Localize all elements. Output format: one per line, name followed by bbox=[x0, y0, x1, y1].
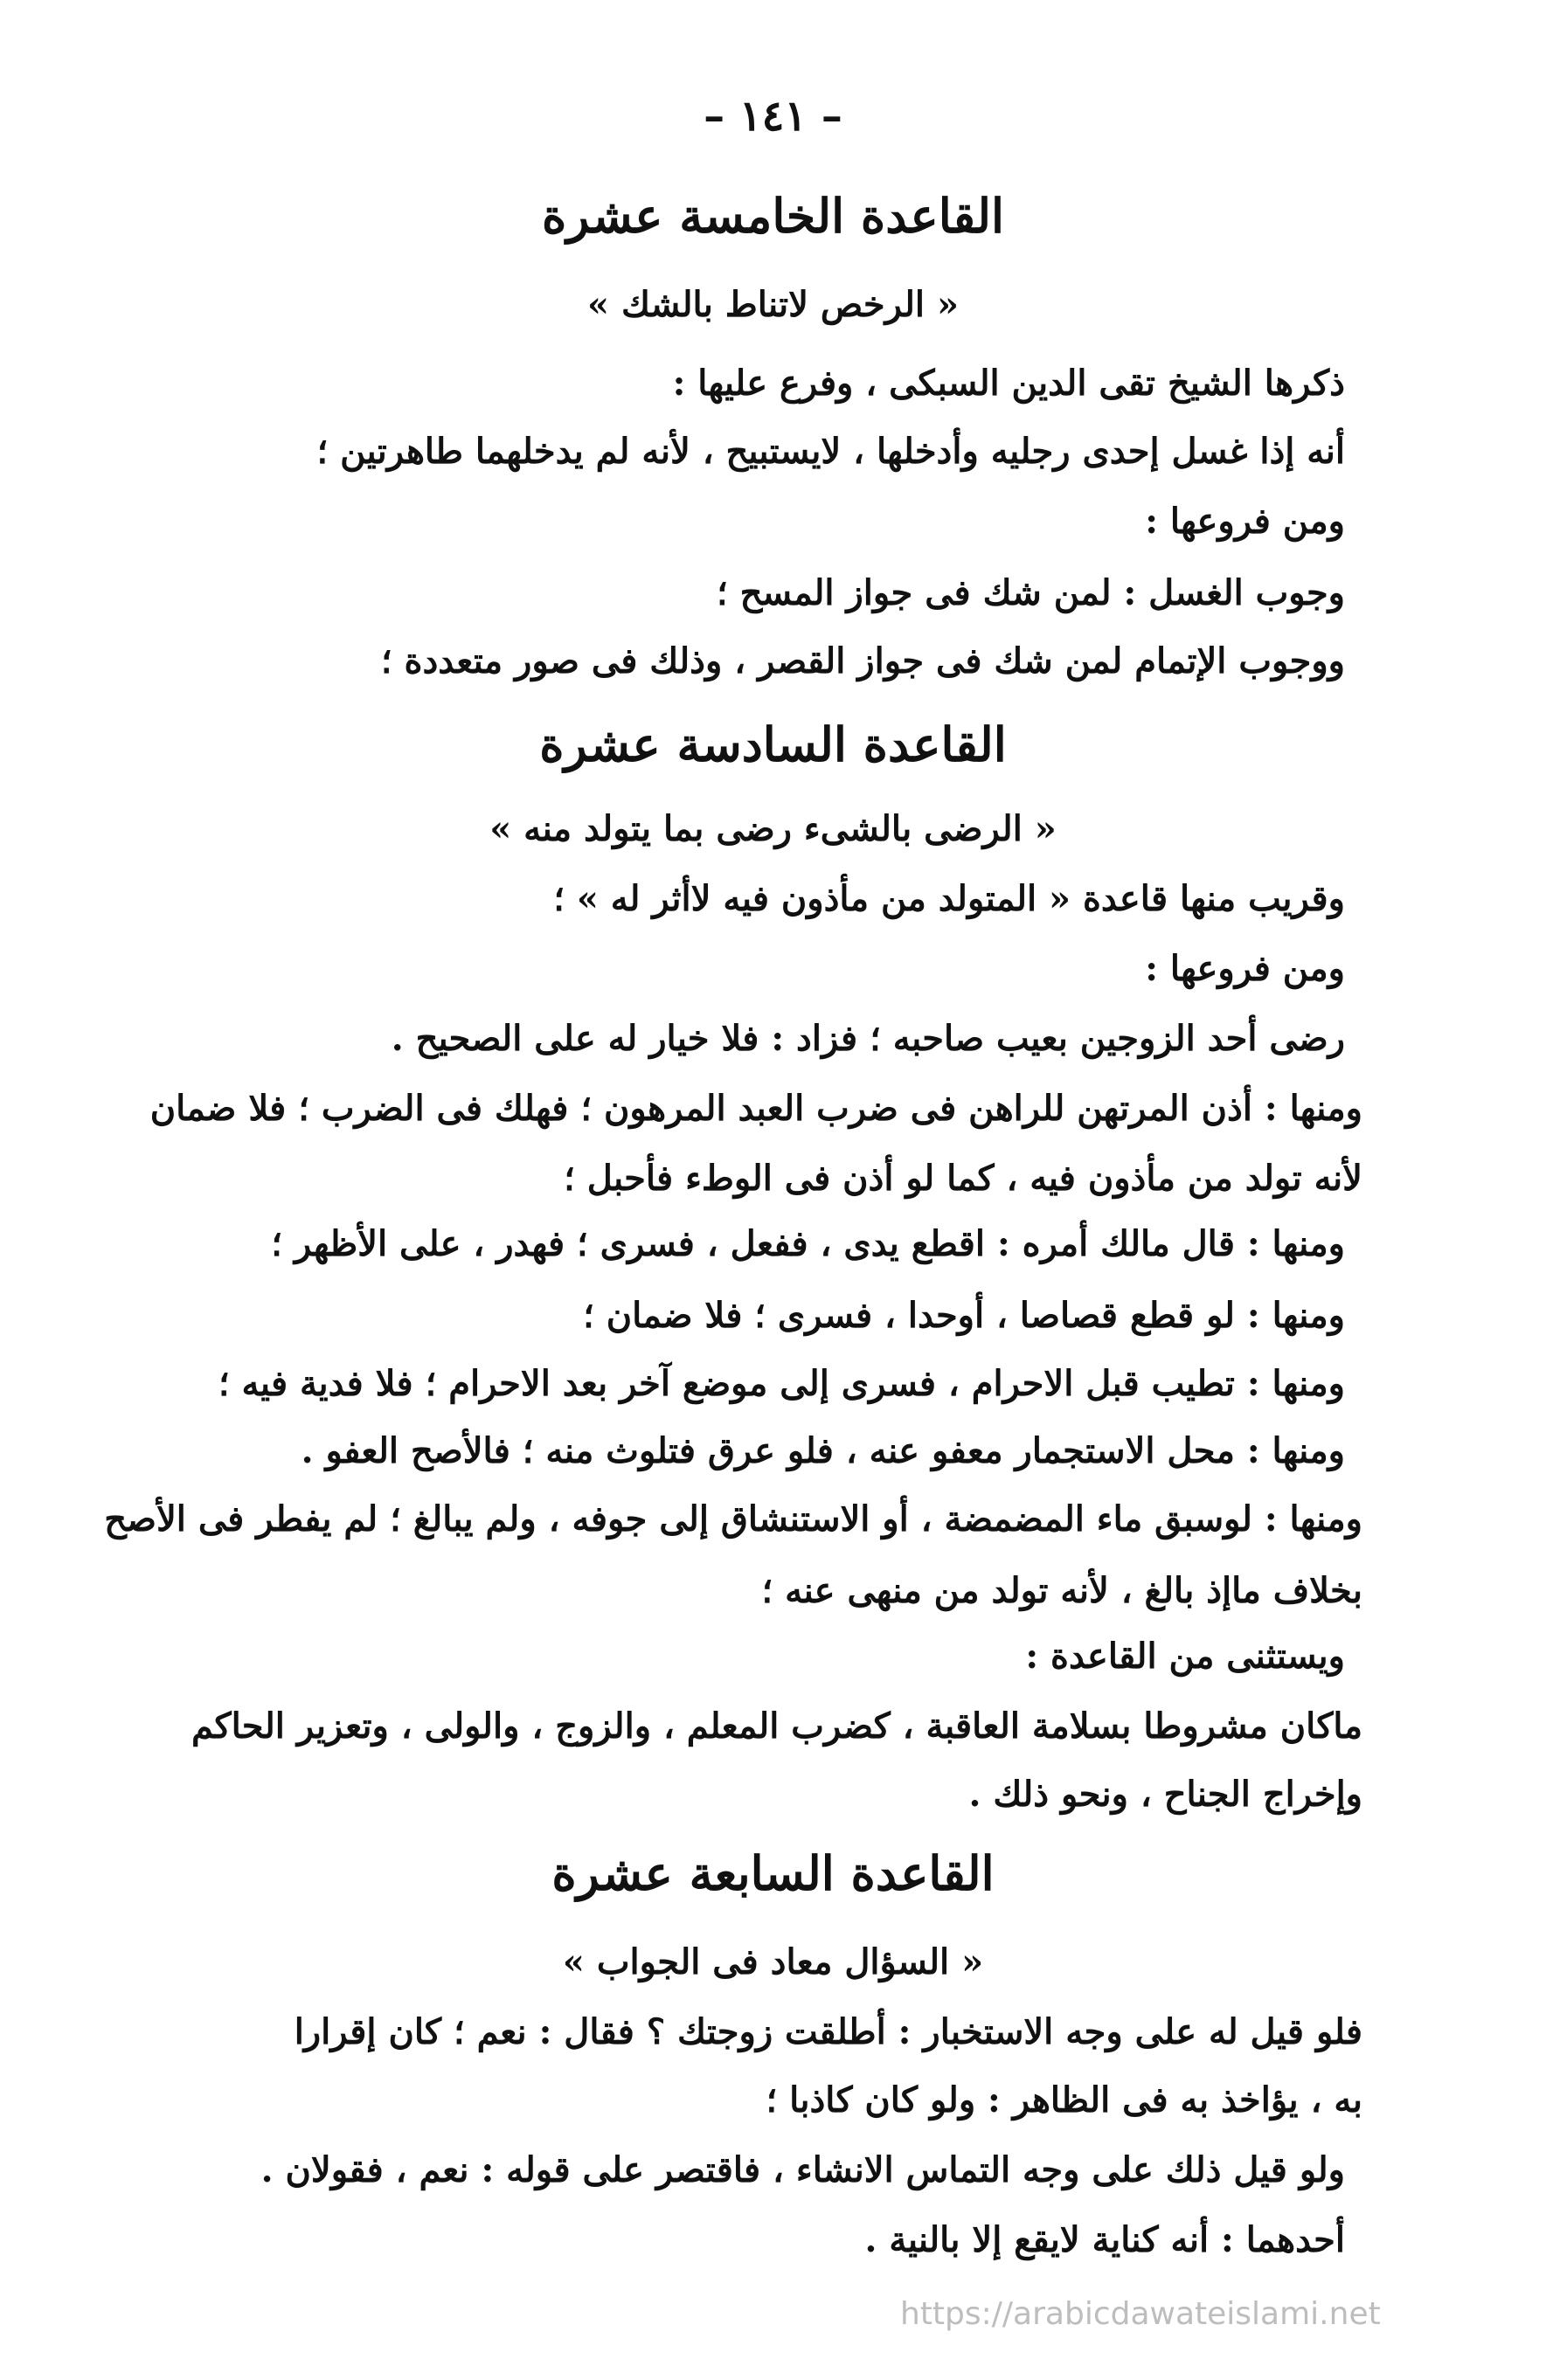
section-16-line-2: ومن فروعها : bbox=[1145, 948, 1345, 989]
section-16-line-9: ومنها : محل الاستجمار معفو عنه ، فلو عرق فتلوث منه ؛ فالأصح العفو . bbox=[301, 1430, 1345, 1471]
section-15-line-2: أنه إذا غسل إحدى رجليه وأدخلها ، لايستبيح ، لأنه لم يدخلهما طاهرتين ؛ bbox=[316, 431, 1345, 472]
section-16-heading: القاعدة السادسة عشرة bbox=[539, 716, 1007, 772]
section-17-line-2: به ، يؤاخذ به فى الظاهر : ولو كان كاذبا ؛ bbox=[766, 2079, 1362, 2121]
section-16-line-10: ومنها : لوسبق ماء المضمضة ، أو الاستنشاق إلى جوفه ، ولم يبالغ ؛ لم يفطر فى الأصح bbox=[104, 1498, 1362, 1539]
section-15-rule: « الرخص لاتناط بالشك » bbox=[587, 284, 959, 325]
section-16-line-4: ومنها : أذن المرتهن للراهن فى ضرب العبد المرهون ؛ فهلك فى الضرب ؛ فلا ضمان bbox=[149, 1088, 1362, 1129]
section-17-line-1: فلو قيل له على وجه الاستخبار : أطلقت زوجتك ؟ فقال : نعم ؛ كان إقرارا bbox=[294, 2011, 1362, 2052]
section-16-line-8: ومنها : تطيب قبل الاحرام ، فسرى إلى موضع آخر بعد الاحرام ؛ فلا فدية فيه ؛ bbox=[218, 1363, 1345, 1404]
section-15-line-4: وجوب الغسل : لمن شك فى جواز المسح ؛ bbox=[716, 572, 1345, 613]
section-16-line-12: ويستثنى من القاعدة : bbox=[1025, 1636, 1345, 1677]
section-16-line-5: لأنه تولد من مأذون فيه ، كما لو أذن فى الوطء فأحبل ؛ bbox=[564, 1158, 1362, 1199]
section-17-heading: القاعدة السابعة عشرة bbox=[551, 1845, 995, 1901]
section-16-line-7: ومنها : لو قطع قصاصا ، أوحدا ، فسرى ؛ فلا ضمان ؛ bbox=[583, 1295, 1345, 1336]
watermark-url: https://arabicdawateislami.net bbox=[900, 2296, 1381, 2332]
page-number: – ١٤١ – bbox=[704, 92, 842, 141]
section-16-line-3: رضى أحد الزوجين بعيب صاحبه ؛ فزاد : فلا خيار له على الصحيح . bbox=[391, 1018, 1345, 1059]
section-15-line-5: ووجوب الإتمام لمن شك فى جواز القصر ، وذلك فى صور متعددة ؛ bbox=[380, 640, 1345, 681]
section-16-line-14: وإخراج الجناح ، ونحو ذلك . bbox=[968, 1774, 1362, 1815]
section-16-line-1: وقريب منها قاعدة « المتولد من مأذون فيه لاأثر له » ؛ bbox=[553, 878, 1345, 919]
section-16-line-6: ومنها : قال مالك أمره : اقطع يدى ، ففعل ، فسرى ؛ فهدر ، على الأظهر ؛ bbox=[271, 1223, 1345, 1264]
section-17-line-3: ولو قيل ذلك على وجه التماس الانشاء ، فاقتصر على قوله : نعم ، فقولان . bbox=[260, 2149, 1345, 2190]
section-15-heading: القاعدة الخامسة عشرة bbox=[542, 188, 1004, 244]
section-17-line-4: أحدهما : أنه كناية لايقع إلا بالنية . bbox=[864, 2219, 1345, 2260]
section-15-line-3: ومن فروعها : bbox=[1145, 501, 1345, 542]
section-16-rule: « الرضى بالشىء رضى بما يتولد منه » bbox=[489, 808, 1057, 849]
section-16-line-11: بخلاف ماإذ بالغ ، لأنه تولد من منهى عنه ؛ bbox=[761, 1570, 1362, 1611]
section-17-rule: « السؤال معاد فى الجواب » bbox=[562, 1941, 984, 1982]
section-16-line-13: ماكان مشروطا بسلامة العاقبة ، كضرب المعلم ، والزوج ، والولى ، وتعزير الحاكم bbox=[191, 1705, 1362, 1747]
section-15-line-1: ذكرها الشيخ تقى الدين السبكى ، وفرع عليها : bbox=[672, 363, 1345, 404]
